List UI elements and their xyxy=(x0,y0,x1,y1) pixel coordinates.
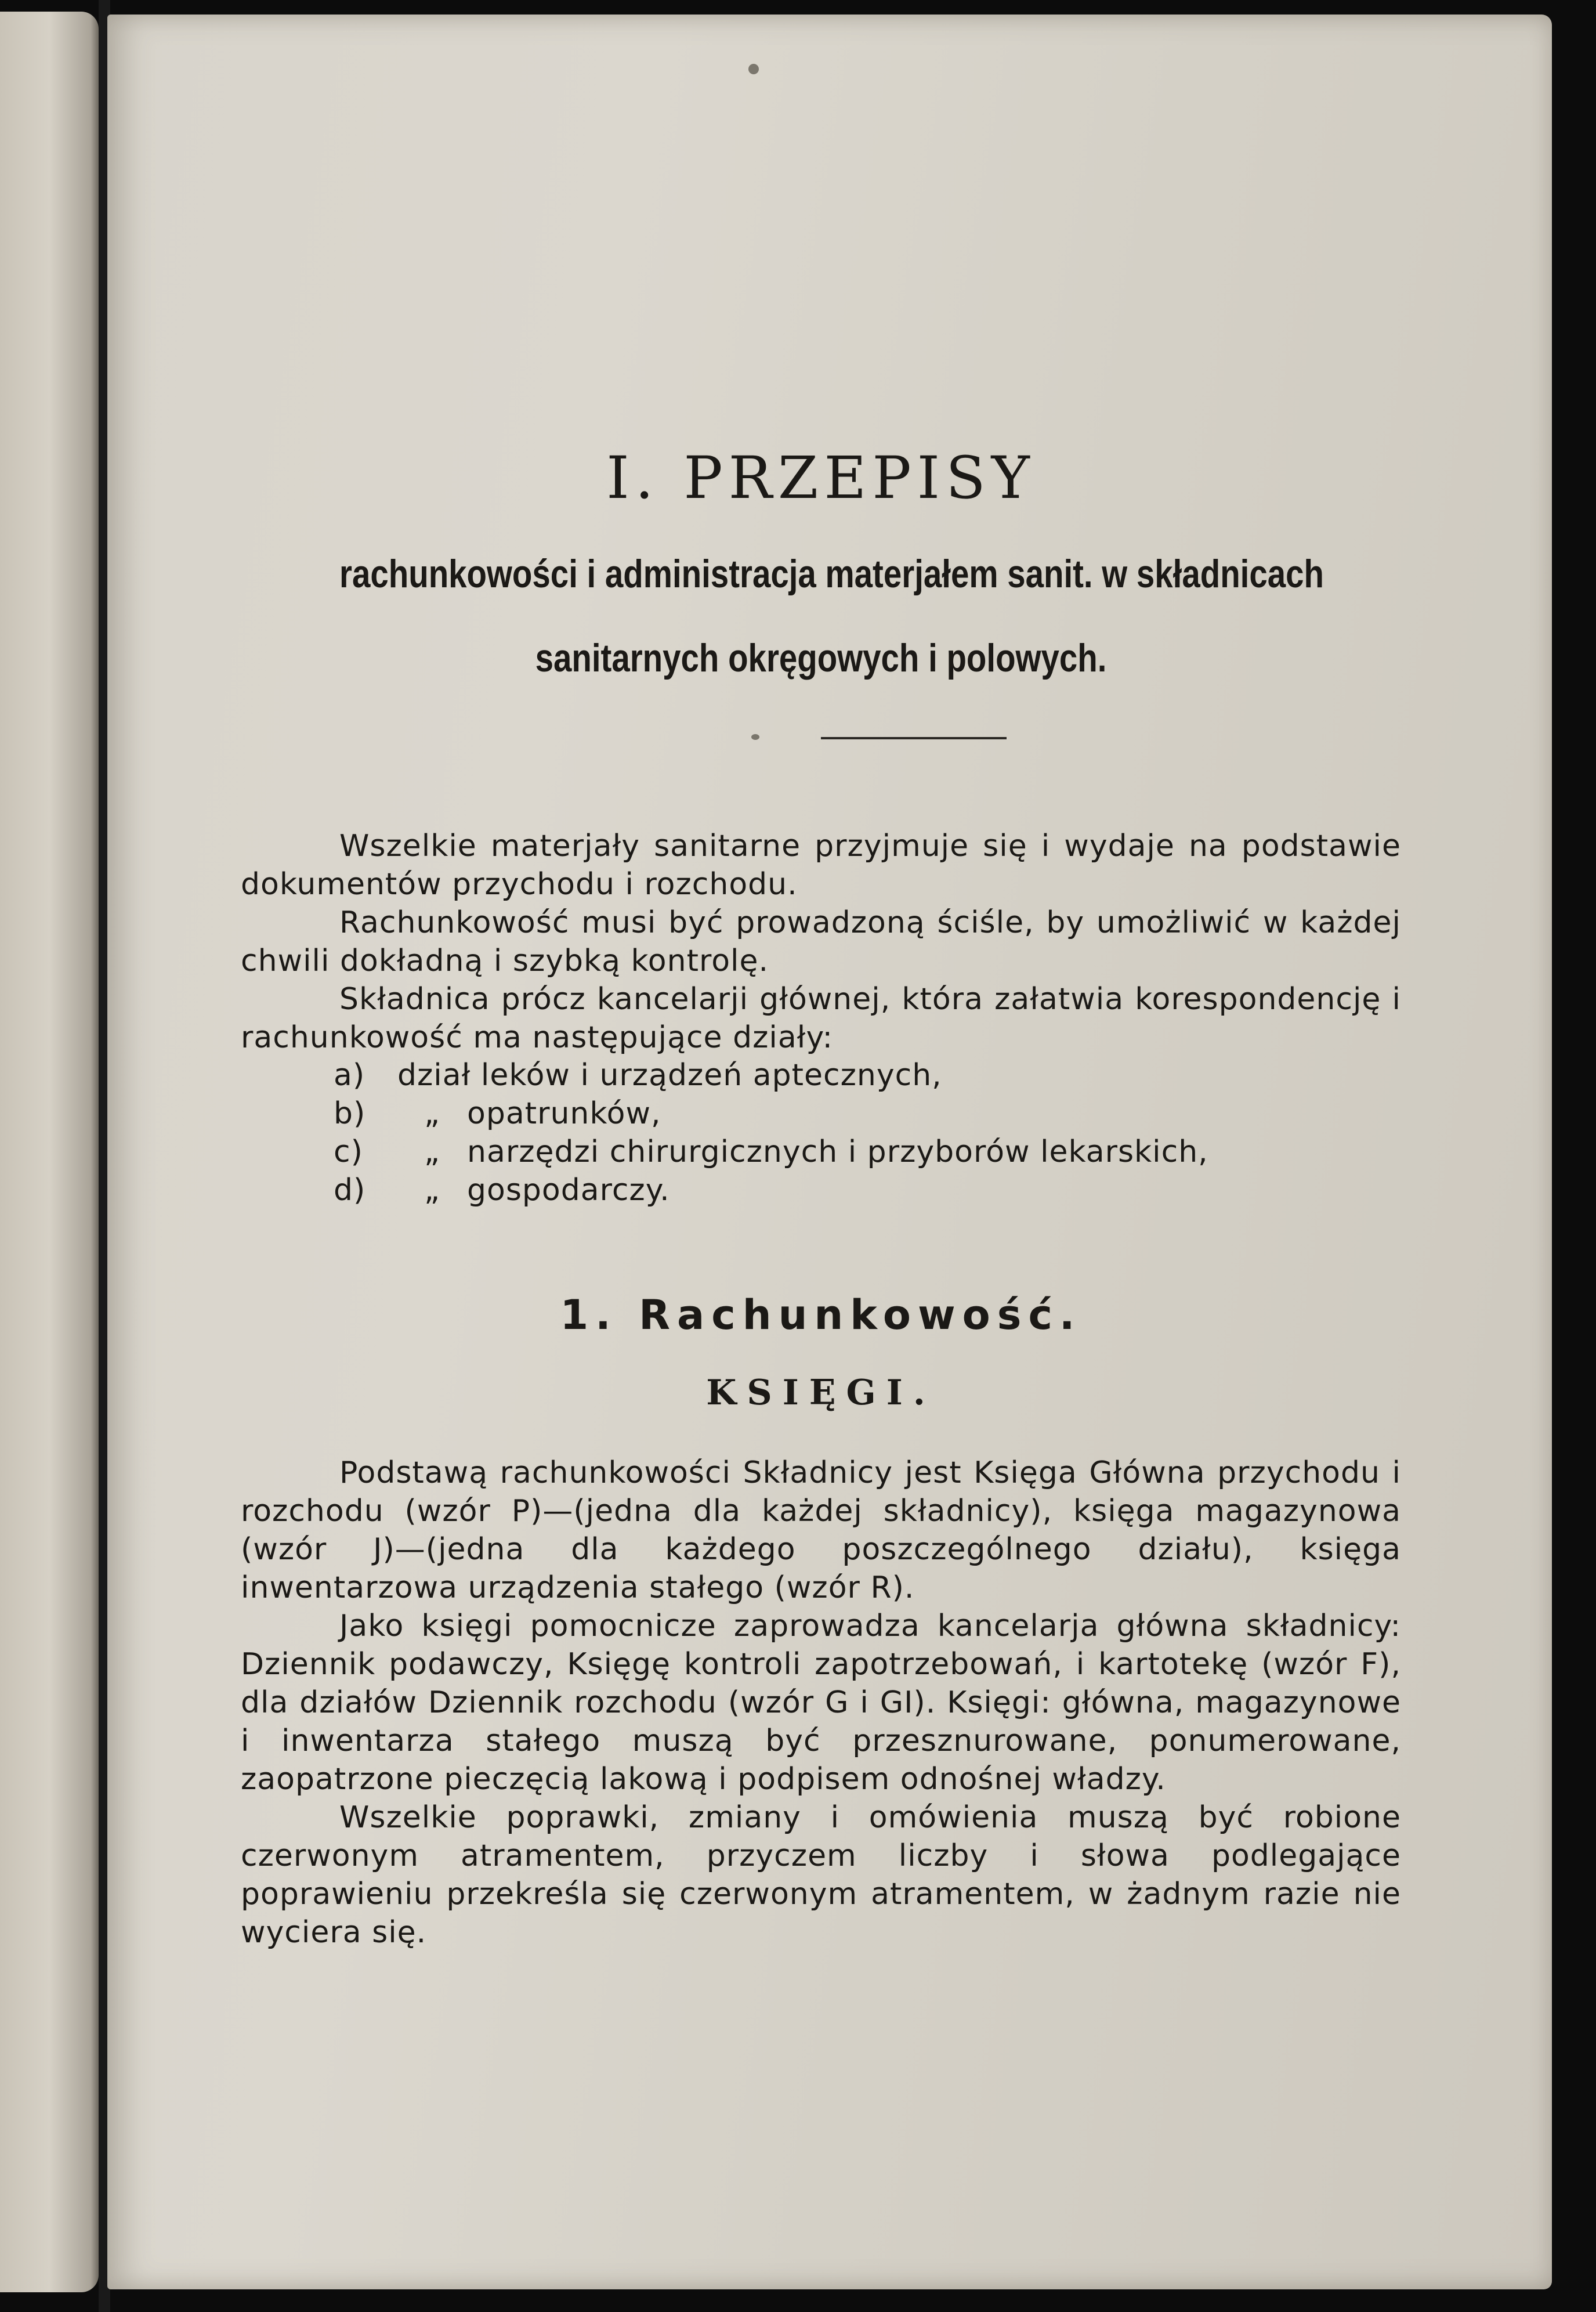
list-item xyxy=(334,1133,1208,1171)
list-text: opatrunków, xyxy=(467,1096,661,1131)
page-content xyxy=(241,15,1401,2289)
intro-section xyxy=(241,827,1401,1057)
list-letter: c) xyxy=(334,1135,363,1169)
document-page xyxy=(107,15,1552,2289)
list-item xyxy=(334,1056,1208,1094)
list-item xyxy=(334,1171,1208,1209)
document-title: I. PRZEPISY xyxy=(606,444,1036,512)
list-text: gospodarczy. xyxy=(467,1173,670,1208)
section-paragraph: Jako księgi pomocnicze zaprowadza kancelarja główna składnicy: Dziennik podawczy, Księgę kontroli zapotrzebowań, i kartotekę (wzór F), dla działów Dziennik rozchodu (wzór G i GI). Księgi: główna, magazynowe i inwentarza stałego muszą być przesznurowane, ponumerowane, zaopatrzone pieczęcią lakową i podpisem odnośnej władzy. xyxy=(241,1609,1401,1797)
section-subheading: KSIĘGI. xyxy=(706,1372,936,1413)
facing-page-edge xyxy=(0,12,99,2292)
title-divider xyxy=(821,737,1007,739)
document-subtitle-line1: rachunkowości i administracja materjałem sanit. w składnicach xyxy=(339,552,1324,596)
department-list xyxy=(334,1056,1208,1209)
ditto-mark: „ xyxy=(424,1173,440,1208)
section-heading: 1. Rachunkowość. xyxy=(560,1291,1082,1339)
section-body xyxy=(241,1454,1401,1952)
section-paragraph: Podstawą rachunkowości Składnicy jest Księga Główna przychodu i rozchodu (wzór P)—(jedna dla każdej składnicy), księga magazynowa (wzór J)—(jedna dla każdego poszczególnego działu), księga inwentarzowa urządzenia stałego (wzór R). xyxy=(241,1455,1401,1605)
intro-paragraph: Wszelkie materjały sanitarne przyjmuje się i wydaje na podstawie dokumentów przychodu i rozchodu. xyxy=(241,829,1401,902)
section-paragraph: Wszelkie poprawki, zmiany i omówienia muszą być robione czerwonym atramentem, przyczem liczby i słowa podlegające poprawieniu przekreśla się czerwonym atramentem, w żadnym razie nie wyciera się. xyxy=(241,1800,1401,1950)
ditto-mark: „ xyxy=(424,1096,440,1131)
document-subtitle-line2: sanitarnych okręgowych i polowych. xyxy=(535,636,1107,680)
list-letter: b) xyxy=(334,1096,366,1131)
list-letter: d) xyxy=(334,1173,366,1208)
ditto-mark: „ xyxy=(424,1135,440,1169)
list-item xyxy=(334,1094,1208,1133)
list-text: dział leków i urządzeń aptecznych, xyxy=(397,1058,942,1093)
list-text: narzędzi chirurgicznych i przyborów lekarskich, xyxy=(467,1135,1208,1169)
intro-paragraph: Składnica prócz kancelarji głównej, która załatwia korespondencję i rachunkowość ma następujące działy: xyxy=(241,982,1401,1055)
list-letter: a) xyxy=(334,1058,365,1093)
intro-paragraph: Rachunkowość musi być prowadzoną ściśle, by umożliwić w każdej chwili dokładną i szybką kontrolę. xyxy=(241,905,1401,978)
